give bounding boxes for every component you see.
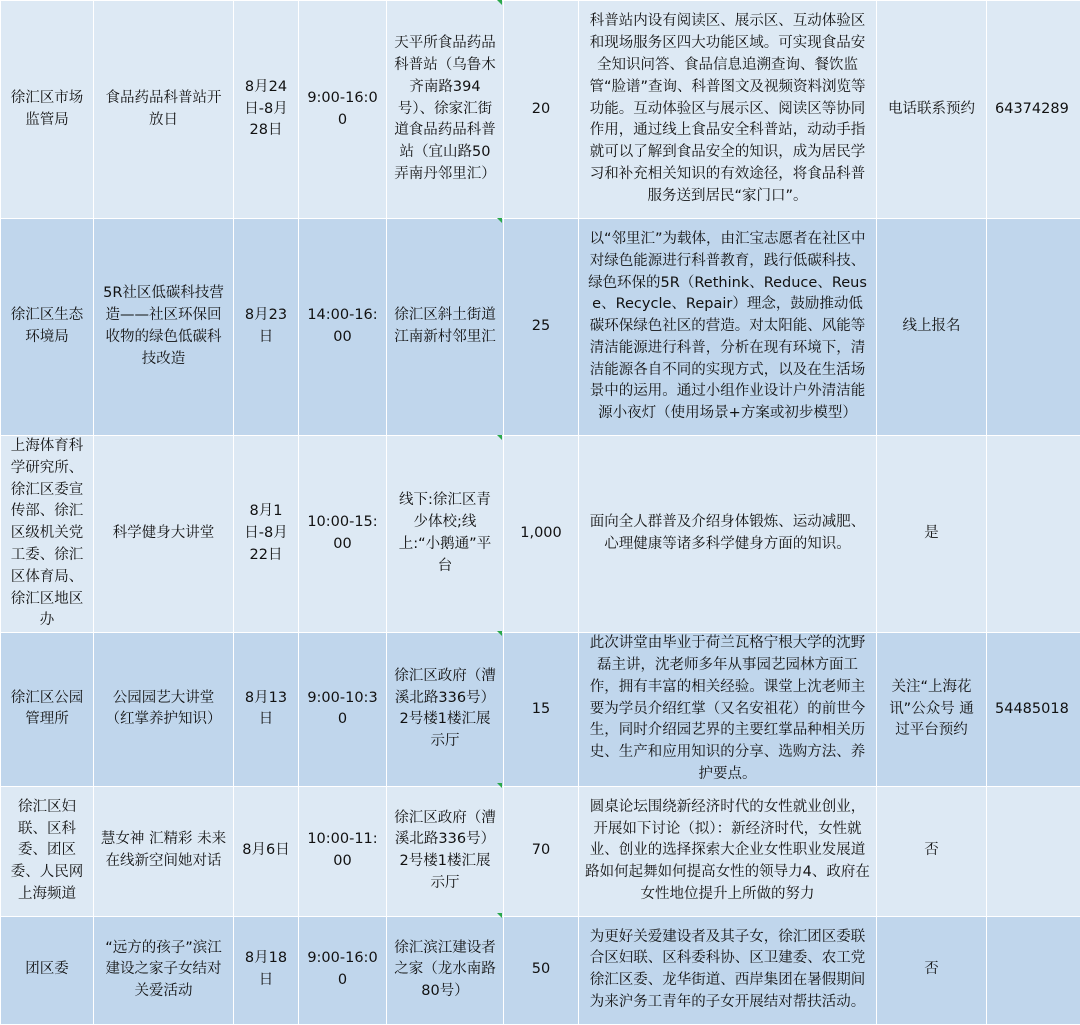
organizer-cell: 团区委	[1, 916, 94, 1024]
phone-cell	[987, 219, 1080, 436]
capacity-cell: 20	[504, 1, 579, 219]
phone-cell: 64374289	[987, 1, 1080, 219]
location-cell: 徐汇区政府（漕溪北路336号）2号楼1楼汇展示厅	[387, 786, 504, 916]
time-cell: 9:00-10:30	[299, 633, 387, 787]
table-row	[1, 633, 1080, 787]
signup-cell: 是	[877, 436, 987, 633]
capacity-cell: 25	[504, 219, 579, 436]
signup-cell: 否	[877, 916, 987, 1024]
date-cell: 8月18日	[234, 916, 299, 1024]
capacity-cell: 70	[504, 786, 579, 916]
time-cell: 9:00-16:00	[299, 1, 387, 219]
table-row	[1, 219, 1080, 436]
date-cell: 8月1日-8月22日	[234, 436, 299, 633]
organizer-cell: 徐汇区生态环境局	[1, 219, 94, 436]
organizer-cell: 徐汇区妇联、区科委、团区委、人民网上海频道	[1, 786, 94, 916]
signup-cell: 否	[877, 786, 987, 916]
organizer-cell: 徐汇区市场监管局	[1, 1, 94, 219]
signup-cell: 关注“上海花讯”公众号 通过平台预约	[877, 633, 987, 787]
table-row	[1, 436, 1080, 633]
table-row	[1, 786, 1080, 916]
date-cell: 8月24日-8月28日	[234, 1, 299, 219]
capacity-cell: 15	[504, 633, 579, 787]
phone-cell: 54485018	[987, 633, 1080, 787]
table-row	[1, 916, 1080, 1024]
description-cell: 科普站内设有阅读区、展示区、互动体验区和现场服务区四大功能区域。可实现食品安全知识问答、食品信息追溯查询、餐饮监管“脸谱”查询、科普图文及视频资料浏览等功能。互动体验区与展示区、阅读区等协同作用，通过线上食品安全科普站，动动手指就可以了解到食品安全的知识，成为居民学习和补充相关知识的有效途径，将食品科普服务送到居民“家门口”。	[579, 1, 877, 219]
description-cell: 此次讲堂由毕业于荷兰瓦格宁根大学的沈野磊主讲，沈老师多年从事园艺园林方面工作，拥有丰富的相关经验。课堂上沈老师主要为学员介绍红掌（又名安祖花）的前世今生，同时介绍园艺界的主要红掌品种相关历史、生产和应用知识的分享、选购方法、养护要点。	[579, 633, 877, 787]
time-cell: 10:00-15:00	[299, 436, 387, 633]
description-cell: 圆桌论坛围绕新经济时代的女性就业创业，开展如下讨论（拟）：新经济时代，女性就业、创业的选择探索大企业女性职业发展道路如何起舞如何提高女性的领导力4、政府在女性地位提升上所做的努力	[579, 786, 877, 916]
event-name-cell: 5R社区低碳科技营造——社区环保回收物的绿色低碳科技改造	[94, 219, 234, 436]
location-cell: 线下:徐汇区青少体校;线上:“小鹅通”平台	[387, 436, 504, 633]
signup-cell: 线上报名	[877, 219, 987, 436]
cell-marker-icon	[497, 218, 502, 223]
date-cell: 8月13日	[234, 633, 299, 787]
capacity-cell: 50	[504, 916, 579, 1024]
time-cell: 9:00-16:00	[299, 916, 387, 1024]
event-name-cell: 科学健身大讲堂	[94, 436, 234, 633]
location-cell: 天平所食品药品科普站（乌鲁木齐南路394号）、徐家汇街道食品药品科普站（宜山路50弄南丹邻里汇）	[387, 1, 504, 219]
cell-marker-icon	[497, 913, 502, 918]
cell-marker-icon	[497, 435, 502, 440]
date-cell: 8月23日	[234, 219, 299, 436]
time-cell: 14:00-16:00	[299, 219, 387, 436]
time-cell: 10:00-11:00	[299, 786, 387, 916]
capacity-cell: 1,000	[504, 436, 579, 633]
event-name-cell: 慧女神 汇精彩 未来在线新空间她对话	[94, 786, 234, 916]
phone-cell	[987, 436, 1080, 633]
cell-marker-icon	[497, 783, 502, 788]
phone-cell	[987, 786, 1080, 916]
cell-marker-icon	[497, 0, 502, 5]
description-cell: 面向全人群普及介绍身体锻炼、运动减肥、心理健康等诸多科学健身方面的知识。	[579, 436, 877, 633]
location-cell: 徐汇区政府（漕溪北路336号）2号楼1楼汇展示厅	[387, 633, 504, 787]
phone-cell	[987, 916, 1080, 1024]
description-cell: 为更好关爱建设者及其子女，徐汇团区委联合区妇联、区科委科协、区卫建委、农工党徐汇区委、龙华街道、西岸集团在暑假期间为来沪务工青年的子女开展结对帮扶活动。	[579, 916, 877, 1024]
event-name-cell: 食品药品科普站开放日	[94, 1, 234, 219]
organizer-cell: 徐汇区公园管理所	[1, 633, 94, 787]
location-cell: 徐汇区斜土街道江南新村邻里汇	[387, 219, 504, 436]
location-cell: 徐汇滨江建设者之家（龙水南路80号）	[387, 916, 504, 1024]
event-name-cell: “远方的孩子”滨江建设之家子女结对关爱活动	[94, 916, 234, 1024]
signup-cell: 电话联系预约	[877, 1, 987, 219]
cell-marker-icon	[497, 631, 502, 636]
event-name-cell: 公园园艺大讲堂（红掌养护知识）	[94, 633, 234, 787]
description-cell: 以“邻里汇”为载体，由汇宝志愿者在社区中对绿色能源进行科普教育，践行低碳科技、绿色环保的5R（Rethink、Reduce、Reuse、Recycle、Repair）理念，鼓励推动低碳环保绿色社区的营造。对太阳能、风能等清洁能源进行科普，分析在现有环境下，清洁能源各自不同的实现方式，以及在生活场景中的运用。通过小组作业设计户外清洁能源小夜灯（使用场景+方案或初步模型）	[579, 219, 877, 436]
date-cell: 8月6日	[234, 786, 299, 916]
table-row	[1, 1, 1080, 219]
organizer-cell: 上海体育科学研究所、徐汇区委宣传部、徐汇区级机关党工委、徐汇区体育局、徐汇区地区办	[1, 436, 94, 633]
